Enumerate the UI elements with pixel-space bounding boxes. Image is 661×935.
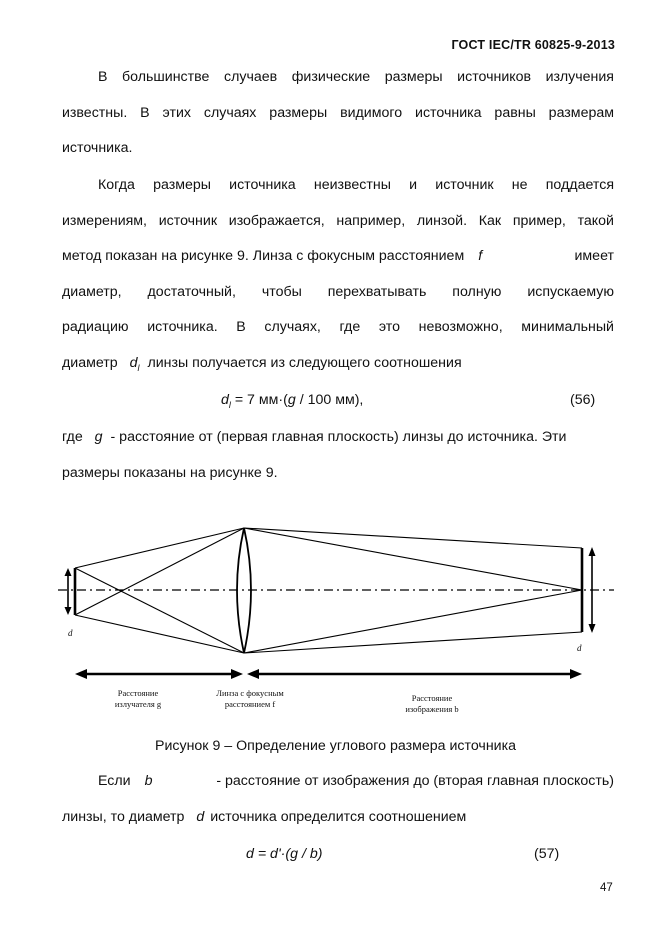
paragraph-4	[62, 764, 614, 835]
paragraph-3	[62, 420, 614, 491]
arrowhead	[231, 669, 243, 679]
text-line: размеры показаны на рисунке 9.	[62, 464, 278, 481]
image-distance-label	[382, 693, 482, 715]
text-line	[62, 800, 614, 836]
text-fragment: - расстояние от (первая главная плоскость) линзы до источника. Эти	[110, 429, 567, 445]
symbol-d: d	[129, 354, 138, 371]
label-line: Линза с фокусным	[216, 688, 284, 698]
image-distance-symbol: b	[144, 773, 153, 789]
arrowhead	[247, 669, 259, 679]
formula-57: d = d'·(g / b)	[246, 846, 323, 862]
formula-symbol-g: g	[287, 392, 296, 408]
formula-text: = 7 мм·(	[230, 392, 288, 408]
text-line: источника.	[62, 140, 133, 157]
source-diameter-symbol: d	[196, 808, 205, 825]
label-line: излучателя g	[114, 699, 162, 709]
image-diameter-label: d	[577, 643, 582, 653]
paragraph-2	[62, 168, 614, 386]
formula-subscript: l	[228, 399, 231, 410]
text-line	[62, 346, 614, 386]
text-line	[62, 239, 614, 275]
equation-number-56: (56)	[570, 392, 596, 408]
arrowhead	[589, 624, 596, 633]
text-fragment: источника определится соотношением	[210, 808, 467, 825]
text-line: измерениям, источник изображается, например, линзой. Как пример, такой	[62, 212, 614, 229]
arrowhead	[65, 568, 72, 576]
text-line	[62, 764, 614, 800]
text-fragment: Если	[98, 773, 131, 789]
lens-diameter-symbol	[130, 355, 140, 371]
text-fragment: линзы получается из следующего соотношения	[147, 354, 462, 371]
text-line: диаметр, достаточный, чтобы перехватывать полную испускаемую	[62, 283, 614, 300]
text-line	[62, 420, 614, 456]
symbol-subscript: l	[137, 362, 140, 373]
text-line: В большинстве случаев физические размеры источников излучения	[98, 69, 614, 85]
label-line: Расстояние	[411, 693, 453, 703]
arrowhead	[570, 669, 582, 679]
text-fragment: диаметр	[62, 354, 118, 371]
label-line: изображения b	[405, 704, 459, 714]
source-distance-symbol: g	[94, 429, 103, 445]
arrowhead	[75, 669, 87, 679]
text-line: известны. В этих случаях размеры видимого источника равны размерам	[62, 104, 614, 121]
paragraph-1	[62, 60, 614, 167]
text-fragment: имеет	[574, 248, 614, 265]
equation-number-57: (57)	[534, 846, 560, 862]
focal-length-symbol: f	[478, 248, 483, 265]
text-line: радиацию источника. В случаях, где это невозможно, минимальный	[62, 319, 614, 336]
text-fragment: линзы, то диаметр	[62, 808, 185, 825]
text-fragment: где	[62, 429, 83, 445]
formula-56	[221, 392, 363, 410]
page-number: 47	[600, 882, 613, 894]
text-fragment: метод показан на рисунке 9. Линза с фокусным расстоянием	[62, 248, 465, 265]
label-line: расстоянием f	[224, 699, 276, 709]
formula-text: / 100 мм),	[295, 392, 364, 408]
document-header: ГОСТ IEC/TR 60825-9-2013	[451, 38, 615, 52]
text-fragment: - расстояние от изображения до (вторая главная плоскость)	[216, 773, 614, 789]
arrowhead	[65, 607, 72, 615]
text-line: Когда размеры источника неизвестны и источник не поддается	[98, 177, 614, 193]
source-diameter-label: d	[68, 628, 73, 638]
lens-label	[200, 688, 300, 710]
source-distance-label	[88, 688, 188, 710]
formula-symbol-d: d	[221, 392, 229, 408]
figure-caption: Рисунок 9 – Определение углового размера источника	[155, 738, 516, 754]
label-line: Расстояние	[117, 688, 159, 698]
arrowhead	[589, 547, 596, 556]
